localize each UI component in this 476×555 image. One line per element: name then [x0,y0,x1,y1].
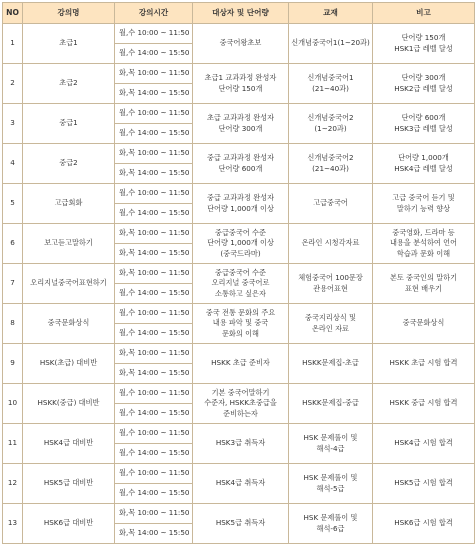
course-target-line: 단어량 300개 [218,123,263,133]
course-target [193,24,289,64]
course-target [193,224,289,264]
course-textbook [289,24,373,64]
table-row [3,104,475,124]
row-number: 7 [3,264,23,304]
row-number: 3 [3,104,23,144]
course-time-slot: 화,목 14:00 ~ 15:50 [115,84,193,104]
table-row [3,24,475,44]
header-row [3,3,475,24]
course-time-slot: 월,수 10:00 ~ 11:50 [115,424,193,444]
table-row [3,64,475,84]
course-time-slot: 월,수 10:00 ~ 11:50 [115,384,193,404]
table-row [3,304,475,324]
row-number: 11 [3,424,23,464]
course-textbook-line: (21~40과) [312,83,349,93]
course-textbook-line: 신개념중국어1 [307,73,354,83]
table-row [3,384,475,404]
course-textbook-line: HSK 문제풀이 및 [303,473,358,483]
course-note-line: HSK5급 시험 합격 [394,478,453,488]
course-target-line: 단어량 1,000개 이상 [207,238,274,248]
course-note [373,304,475,344]
table-row [3,424,475,444]
course-target [193,104,289,144]
course-name: 중급2 [23,144,115,184]
course-target-line: 내용 파악 및 중국 [212,318,269,328]
course-note-line: 내용을 분석하여 언어 [389,238,458,248]
course-note [373,504,475,544]
course-note [373,64,475,104]
row-number: 8 [3,304,23,344]
course-textbook-line: 해석-5급 [316,483,345,493]
course-time-slot: 월,수 14:00 ~ 15:50 [115,44,193,64]
course-name: HSK5급 대비반 [23,464,115,504]
course-note [373,344,475,384]
course-target-line: 중급중국어 수준 [215,227,266,237]
course-time-slot: 월,수 14:00 ~ 15:50 [115,484,193,504]
course-textbook-line: 신개념중국어2 [307,113,354,123]
table-row [3,344,475,364]
course-note-line: HSK4급 시험 합격 [394,438,453,448]
course-textbook-line: 신개념중국어2 [307,153,354,163]
course-name: 보고듣고말하기 [23,224,115,264]
course-target [193,384,289,424]
header-note: 비고 [373,3,475,24]
header-no: NO [3,3,23,24]
course-textbook [289,104,373,144]
row-number: 6 [3,224,23,264]
course-time-slot: 월,수 14:00 ~ 15:50 [115,204,193,224]
course-note [373,184,475,224]
course-name: 초급2 [23,64,115,104]
course-time-slot: 화,목 10:00 ~ 11:50 [115,64,193,84]
row-number: 2 [3,64,23,104]
table-row [3,464,475,484]
course-note [373,24,475,64]
course-target-line: (중국드라마) [220,248,261,258]
row-number: 13 [3,504,23,544]
course-target-line: 초급 교과과정 완성자 [206,113,275,123]
course-target [193,144,289,184]
course-target-line: 중급 교과과정 완성자 [206,193,275,203]
course-target-line: HSKK 초급 준비자 [211,358,270,368]
course-textbook-line: 고급중국어 [313,198,348,208]
course-target [193,64,289,104]
course-note [373,424,475,464]
course-target-line: 문화의 이해 [221,328,259,338]
course-time-slot: 화,목 10:00 ~ 11:50 [115,224,193,244]
course-name: 중국문화상식 [23,304,115,344]
course-note-line: 고급 중국어 듣기 및 [392,193,455,203]
course-textbook-line: 신개념중국어1(1~20과) [291,38,370,48]
course-textbook-line: HSK 문제풀이 및 [303,513,358,523]
header-course-name: 강의명 [23,3,115,24]
header-textbook: 교재 [289,3,373,24]
course-textbook [289,144,373,184]
course-note [373,144,475,184]
course-textbook-line: HSK 문제풀이 및 [303,433,358,443]
course-textbook-line: 체험중국어 100문장 [298,273,363,283]
course-textbook-line: (1~20과) [314,123,347,133]
row-number: 9 [3,344,23,384]
course-textbook [289,64,373,104]
course-target [193,504,289,544]
row-number: 12 [3,464,23,504]
course-note-line: 단어량 1,000개 [398,153,449,163]
course-textbook [289,504,373,544]
course-note [373,464,475,504]
course-target [193,304,289,344]
course-target [193,464,289,504]
course-note-line: 표현 배우기 [404,283,442,293]
course-time-slot: 월,수 14:00 ~ 15:50 [115,284,193,304]
course-time-slot: 화,목 10:00 ~ 11:50 [115,144,193,164]
course-textbook-line: 온라인 시청각자료 [301,238,360,248]
course-textbook-line: 해석-6급 [316,523,345,533]
course-note-line: HSK3급 레벨 달성 [394,123,453,133]
table-row [3,224,475,244]
course-target [193,184,289,224]
course-note-line: 말하기 능력 향상 [396,203,451,213]
course-target-line: 단어량 150개 [218,83,263,93]
course-target-line: 중급중국어 수준 [215,267,266,277]
course-note-line: HSK4급 레벨 달성 [394,163,453,173]
course-time-slot: 화,목 10:00 ~ 11:50 [115,264,193,284]
course-target [193,264,289,304]
course-target-line: HSK5급 취득자 [215,518,266,528]
course-note [373,224,475,264]
course-time-slot: 화,목 14:00 ~ 15:50 [115,524,193,544]
course-name: HSK4급 대비반 [23,424,115,464]
course-note [373,264,475,304]
course-note-line: 단어량 150개 [401,33,446,43]
course-target-line: 수준자, HSKK초중급을 [204,398,277,408]
course-textbook [289,224,373,264]
course-target [193,424,289,464]
course-textbook-line: 온라인 자료 [311,323,349,333]
course-note-line: 본토 중국인의 말하기 [389,273,458,283]
course-time-slot: 화,목 14:00 ~ 15:50 [115,364,193,384]
course-time-slot: 월,수 10:00 ~ 11:50 [115,304,193,324]
course-time-slot: 월,수 10:00 ~ 11:50 [115,464,193,484]
course-name: HSKK(중급) 대비반 [23,384,115,424]
course-time-slot: 월,수 14:00 ~ 15:50 [115,444,193,464]
course-textbook-line: 중국지리상식 및 [305,313,356,323]
course-schedule-table [2,2,475,544]
course-textbook [289,424,373,464]
table-row [3,504,475,524]
course-note [373,384,475,424]
course-note-line: 중국문화상식 [402,318,445,328]
row-number: 10 [3,384,23,424]
course-target-line: HSK3급 취득자 [215,438,266,448]
course-target-line: 중국어왕초보 [219,38,262,48]
course-textbook-line: HSKK문제집-중급 [302,398,359,408]
course-target-line: 기본 중국어말하기 [211,387,270,397]
course-note [373,104,475,144]
course-note-line: HSKK 초급 시험 합격 [389,358,458,368]
course-time-slot: 월,수 10:00 ~ 11:50 [115,184,193,204]
table-row [3,144,475,164]
course-name: 중급1 [23,104,115,144]
course-name: HSK6급 대비반 [23,504,115,544]
course-time-slot: 월,수 10:00 ~ 11:50 [115,104,193,124]
course-note-line: 단어량 300개 [401,73,446,83]
course-target-line: HSK4급 취득자 [215,478,266,488]
course-target-line: 중급 교과과정 완성자 [206,153,275,163]
course-textbook-line: HSKK문제집-초급 [302,358,359,368]
course-textbook [289,304,373,344]
row-number: 1 [3,24,23,64]
table-row [3,264,475,284]
header-target: 대상자 및 단어량 [193,3,289,24]
course-textbook [289,464,373,504]
course-name: 고급회화 [23,184,115,224]
row-number: 5 [3,184,23,224]
course-note-line: HSK6급 시험 합격 [394,518,453,528]
table-body [3,24,475,544]
course-time-slot: 화,목 10:00 ~ 11:50 [115,344,193,364]
course-name: HSK(초급) 대비반 [23,344,115,384]
course-note-line: 중국영화, 드라마 등 [392,227,455,237]
course-textbook-line: 관용어표현 [313,283,348,293]
course-textbook [289,384,373,424]
course-textbook [289,184,373,224]
course-time-slot: 화,목 10:00 ~ 11:50 [115,504,193,524]
course-time-slot: 화,목 14:00 ~ 15:50 [115,244,193,264]
course-target-line: 단어량 600개 [218,163,263,173]
course-textbook [289,344,373,384]
table-row [3,184,475,204]
course-note-line: 단어량 600개 [401,113,446,123]
course-target-line: 소통하고 싶은자 [215,288,266,298]
course-time-slot: 월,수 14:00 ~ 15:50 [115,404,193,424]
course-note-line: 학습과 문화 이해 [396,248,451,258]
course-target-line: 중국 전통 문화의 주요 [205,307,276,317]
course-target-line: 초급1 교과과정 완성자 [204,73,277,83]
course-time-slot: 월,수 14:00 ~ 15:50 [115,124,193,144]
header-course-time: 강의시간 [115,3,193,24]
course-note-line: HSK2급 레벨 달성 [394,83,453,93]
course-target [193,344,289,384]
course-textbook-line: (21~40과) [312,163,349,173]
course-note-line: HSK1급 레벨 달성 [394,43,453,53]
course-target-line: 오리지널 중국어로 [211,278,270,288]
course-time-slot: 화,목 14:00 ~ 15:50 [115,164,193,184]
course-target-line: 준비하는자 [223,408,258,418]
course-textbook-line: 해석-4급 [316,443,345,453]
course-textbook [289,264,373,304]
course-time-slot: 월,수 10:00 ~ 11:50 [115,24,193,44]
course-note-line: HSKK 중급 시험 합격 [389,398,458,408]
course-name: 초급1 [23,24,115,64]
course-name: 오리지널중국어표현하기 [23,264,115,304]
course-target-line: 단어량 1,000개 이상 [207,203,274,213]
course-time-slot: 월,수 14:00 ~ 15:50 [115,324,193,344]
row-number: 4 [3,144,23,184]
